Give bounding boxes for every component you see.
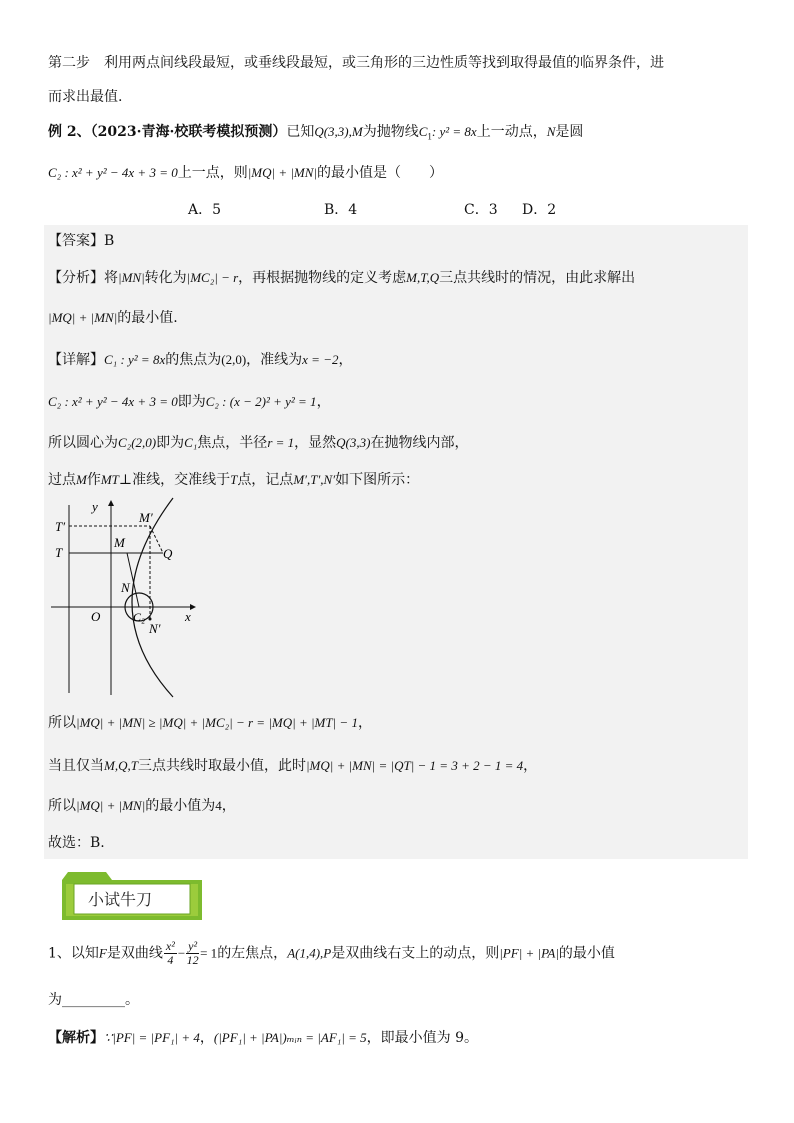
example-source: （2023·青海·校联考模拟预测）: [90, 124, 287, 140]
example-text6: 的最小值是（ ）: [317, 165, 444, 181]
detail-line2: [48, 392, 331, 412]
solution-part4: ，即最小值为 9。: [366, 1030, 478, 1046]
detail-line8: 故选：B.: [48, 835, 105, 851]
parabola-diagram: [47, 497, 198, 698]
fraction-y-num: y²: [188, 939, 198, 953]
analysis-line2: [48, 308, 178, 328]
fraction-x-num: x²: [165, 939, 175, 953]
detail-line1: [48, 350, 352, 370]
label-x: x: [185, 609, 191, 624]
analysis-label: 【分析】: [48, 270, 104, 286]
example-text4: 是圆: [555, 124, 584, 140]
label-c2: C₂: [133, 610, 146, 624]
detail-label: 【详解】: [48, 352, 104, 368]
analysis-t4: 三点共线时的情况，由此求解出: [439, 270, 636, 286]
detail-l5a: 所以: [48, 715, 76, 731]
c1-letter: C: [418, 124, 428, 139]
detail-l2b: 即为: [177, 394, 206, 410]
exercise-f: F: [98, 945, 107, 961]
detail-l1b: 的焦点为: [165, 352, 222, 368]
point-n: N: [546, 124, 556, 139]
example-text3: 上一动点，: [476, 124, 547, 140]
example-question-line2: [48, 163, 443, 183]
option-b: B．4: [324, 202, 358, 218]
exercise-expr: |PF| + |PA|: [499, 945, 559, 961]
detail-l3e: 焦点，半径: [197, 435, 268, 451]
detail-l6b: M,Q,T: [104, 758, 138, 773]
detail-l4f: T: [230, 472, 238, 487]
c1-equation: : y² = 8x: [431, 124, 477, 139]
option-d: D．2: [522, 202, 557, 218]
detail-l2a: C₂ : x² + y² − 4x + 3 = 0: [48, 394, 178, 409]
exercise-t1: 是双曲线: [106, 945, 163, 962]
fraction-x-den: 4: [167, 953, 174, 967]
exercise-t5: 为: [48, 992, 62, 1008]
exercise-eq: = 1: [200, 945, 218, 961]
detail-l7a: 所以: [48, 798, 76, 814]
detail-l4d: MT: [100, 472, 119, 487]
solution-part2: ，: [199, 1030, 214, 1046]
detail-l4h: M′,T′,N′: [293, 472, 336, 487]
example-label: 例 2、: [48, 124, 91, 140]
label-y: y: [92, 499, 98, 514]
example-question-line1: [48, 122, 583, 147]
banner-title: 小试牛刀: [88, 890, 153, 909]
exercise-line2: [48, 990, 139, 1010]
analysis-e2: |MC₂| − r: [186, 270, 239, 285]
example-text2: 为抛物线: [362, 124, 419, 140]
detail-l4b: M: [76, 472, 87, 487]
analysis-e3: M,T,Q: [406, 270, 440, 285]
label-nprime: N′: [149, 621, 161, 636]
exercise-num: 1、以知: [48, 945, 99, 962]
c1-subscript: 1: [427, 131, 432, 142]
detail-line6: [48, 756, 537, 776]
detail-line4: [48, 470, 419, 490]
analysis-t1: 将: [104, 270, 118, 286]
detail-l3g: ，显然: [294, 435, 337, 451]
exercise-line1: [48, 940, 615, 967]
label-mprime: M′: [139, 510, 153, 525]
fraction-y: [186, 940, 199, 967]
exercise-t6: 。: [125, 992, 139, 1008]
point-q: Q(3,3),M: [314, 124, 363, 139]
analysis-t3: ，再根据抛物线的定义考虑: [238, 270, 407, 286]
exercise-minus: −: [177, 945, 186, 961]
analysis-t2: 转化为: [144, 270, 187, 286]
detail-l3d: C₁: [184, 435, 198, 450]
label-o: O: [91, 609, 101, 624]
label-q: Q: [163, 546, 173, 561]
parabola-c1: [418, 124, 477, 142]
detail-l7e: ，: [221, 798, 236, 814]
detail-l6a: 当且仅当: [48, 758, 104, 774]
detail-l4g: 点，记点: [237, 472, 294, 488]
detail-l3i: 在抛物线内部，: [370, 435, 469, 451]
label-t: T: [55, 545, 63, 560]
option-c: C．3: [464, 202, 498, 218]
detail-line7: [48, 796, 236, 816]
detail-l2d: ，: [316, 394, 331, 410]
detail-l1e: x = −2: [302, 352, 339, 367]
analysis-e4: |MQ| + |MN|: [48, 310, 118, 325]
detail-l4i: 如下图所示：: [335, 472, 420, 488]
step2-line2: 而求出最值.: [48, 89, 123, 105]
exercise-t2: 的左焦点，: [217, 945, 288, 962]
detail-l4e: ⊥准线，交准线于: [118, 472, 231, 488]
label-n: N: [121, 580, 130, 595]
folder-banner-graphic: [62, 870, 202, 920]
detail-l6d: |MQ| + |MN| = |QT| − 1 = 3 + 2 − 1 = 4: [305, 758, 524, 773]
detail-l1d: ，准线为: [246, 352, 303, 368]
detail-l4c: 作: [86, 472, 101, 488]
detail-l6c: 三点共线时取最小值，此时: [137, 758, 306, 774]
exercise-t4: 的最小值: [558, 945, 615, 962]
fraction-y-den: 12: [186, 953, 199, 967]
step2-line1: 第二步 利用两点间线段最短，或垂线段最短，或三角形的三边性质等找到取得最值的临界条件，进: [48, 55, 664, 71]
detail-line3: [48, 433, 468, 453]
fraction-x: [164, 940, 177, 967]
circle-c2-equation: C₂ : x² + y² − 4x + 3 = 0: [48, 165, 178, 180]
detail-l1f: ，: [338, 352, 353, 368]
detail-l1a: C₁ : y² = 8x: [104, 352, 166, 367]
solution-line: [48, 1028, 478, 1048]
solution-part3: (|PF₁| + |PA|)ₘᵢₙ = |AF₁| = 5: [213, 1030, 367, 1045]
answer-line: [48, 231, 114, 251]
solution-part1: ∵|PF| = |PF₁| + 4: [104, 1030, 200, 1045]
detail-l4a: 过点: [48, 472, 76, 488]
detail-line5: [48, 713, 372, 733]
example-expr: |MQ| + |MN|: [247, 165, 318, 180]
detail-l2c: C₂ : (x − 2)² + y² = 1: [205, 394, 317, 409]
parabola-figure: [47, 497, 198, 698]
detail-l3a: 所以圆心为: [48, 435, 118, 451]
detail-l3b: C₂(2,0): [118, 435, 157, 450]
detail-l7b: |MQ| + |MN|: [76, 798, 146, 813]
detail-l7c: 的最小值为: [145, 798, 216, 814]
parabola-curve: [132, 498, 173, 697]
answer-blank[interactable]: _________: [62, 992, 125, 1008]
detail-l6e: ，: [523, 758, 538, 774]
label-tprime: T′: [55, 519, 66, 534]
detail-l5b: |MQ| + |MN| ≥ |MQ| + |MC₂| − r = |MQ| + |MT| − 1: [76, 715, 358, 730]
detail-l5c: ，: [357, 715, 372, 731]
detail-l7d: 4: [215, 798, 222, 813]
analysis-line1: [48, 268, 635, 288]
example-text5: 上一点，则: [177, 165, 248, 181]
detail-l3h: Q(3,3): [336, 435, 371, 450]
analysis-e1: |MN|: [118, 270, 145, 285]
practice-banner: [62, 870, 202, 920]
analysis-t5: 的最小值.: [117, 310, 178, 326]
detail-l3f: r = 1: [267, 435, 295, 450]
answer-value: B: [104, 233, 115, 249]
example-text1: 已知: [286, 124, 315, 140]
option-a: A．5: [188, 202, 222, 218]
detail-l1c: (2,0): [221, 352, 247, 367]
exercise-a: A(1,4),P: [287, 945, 332, 961]
exercise-t3: 是双曲线右支上的动点，则: [331, 945, 500, 962]
detail-l3c: 即为: [156, 435, 185, 451]
label-m: M: [114, 535, 125, 550]
answer-label: 【答案】: [48, 233, 104, 249]
solution-label: 【解析】: [48, 1030, 104, 1046]
